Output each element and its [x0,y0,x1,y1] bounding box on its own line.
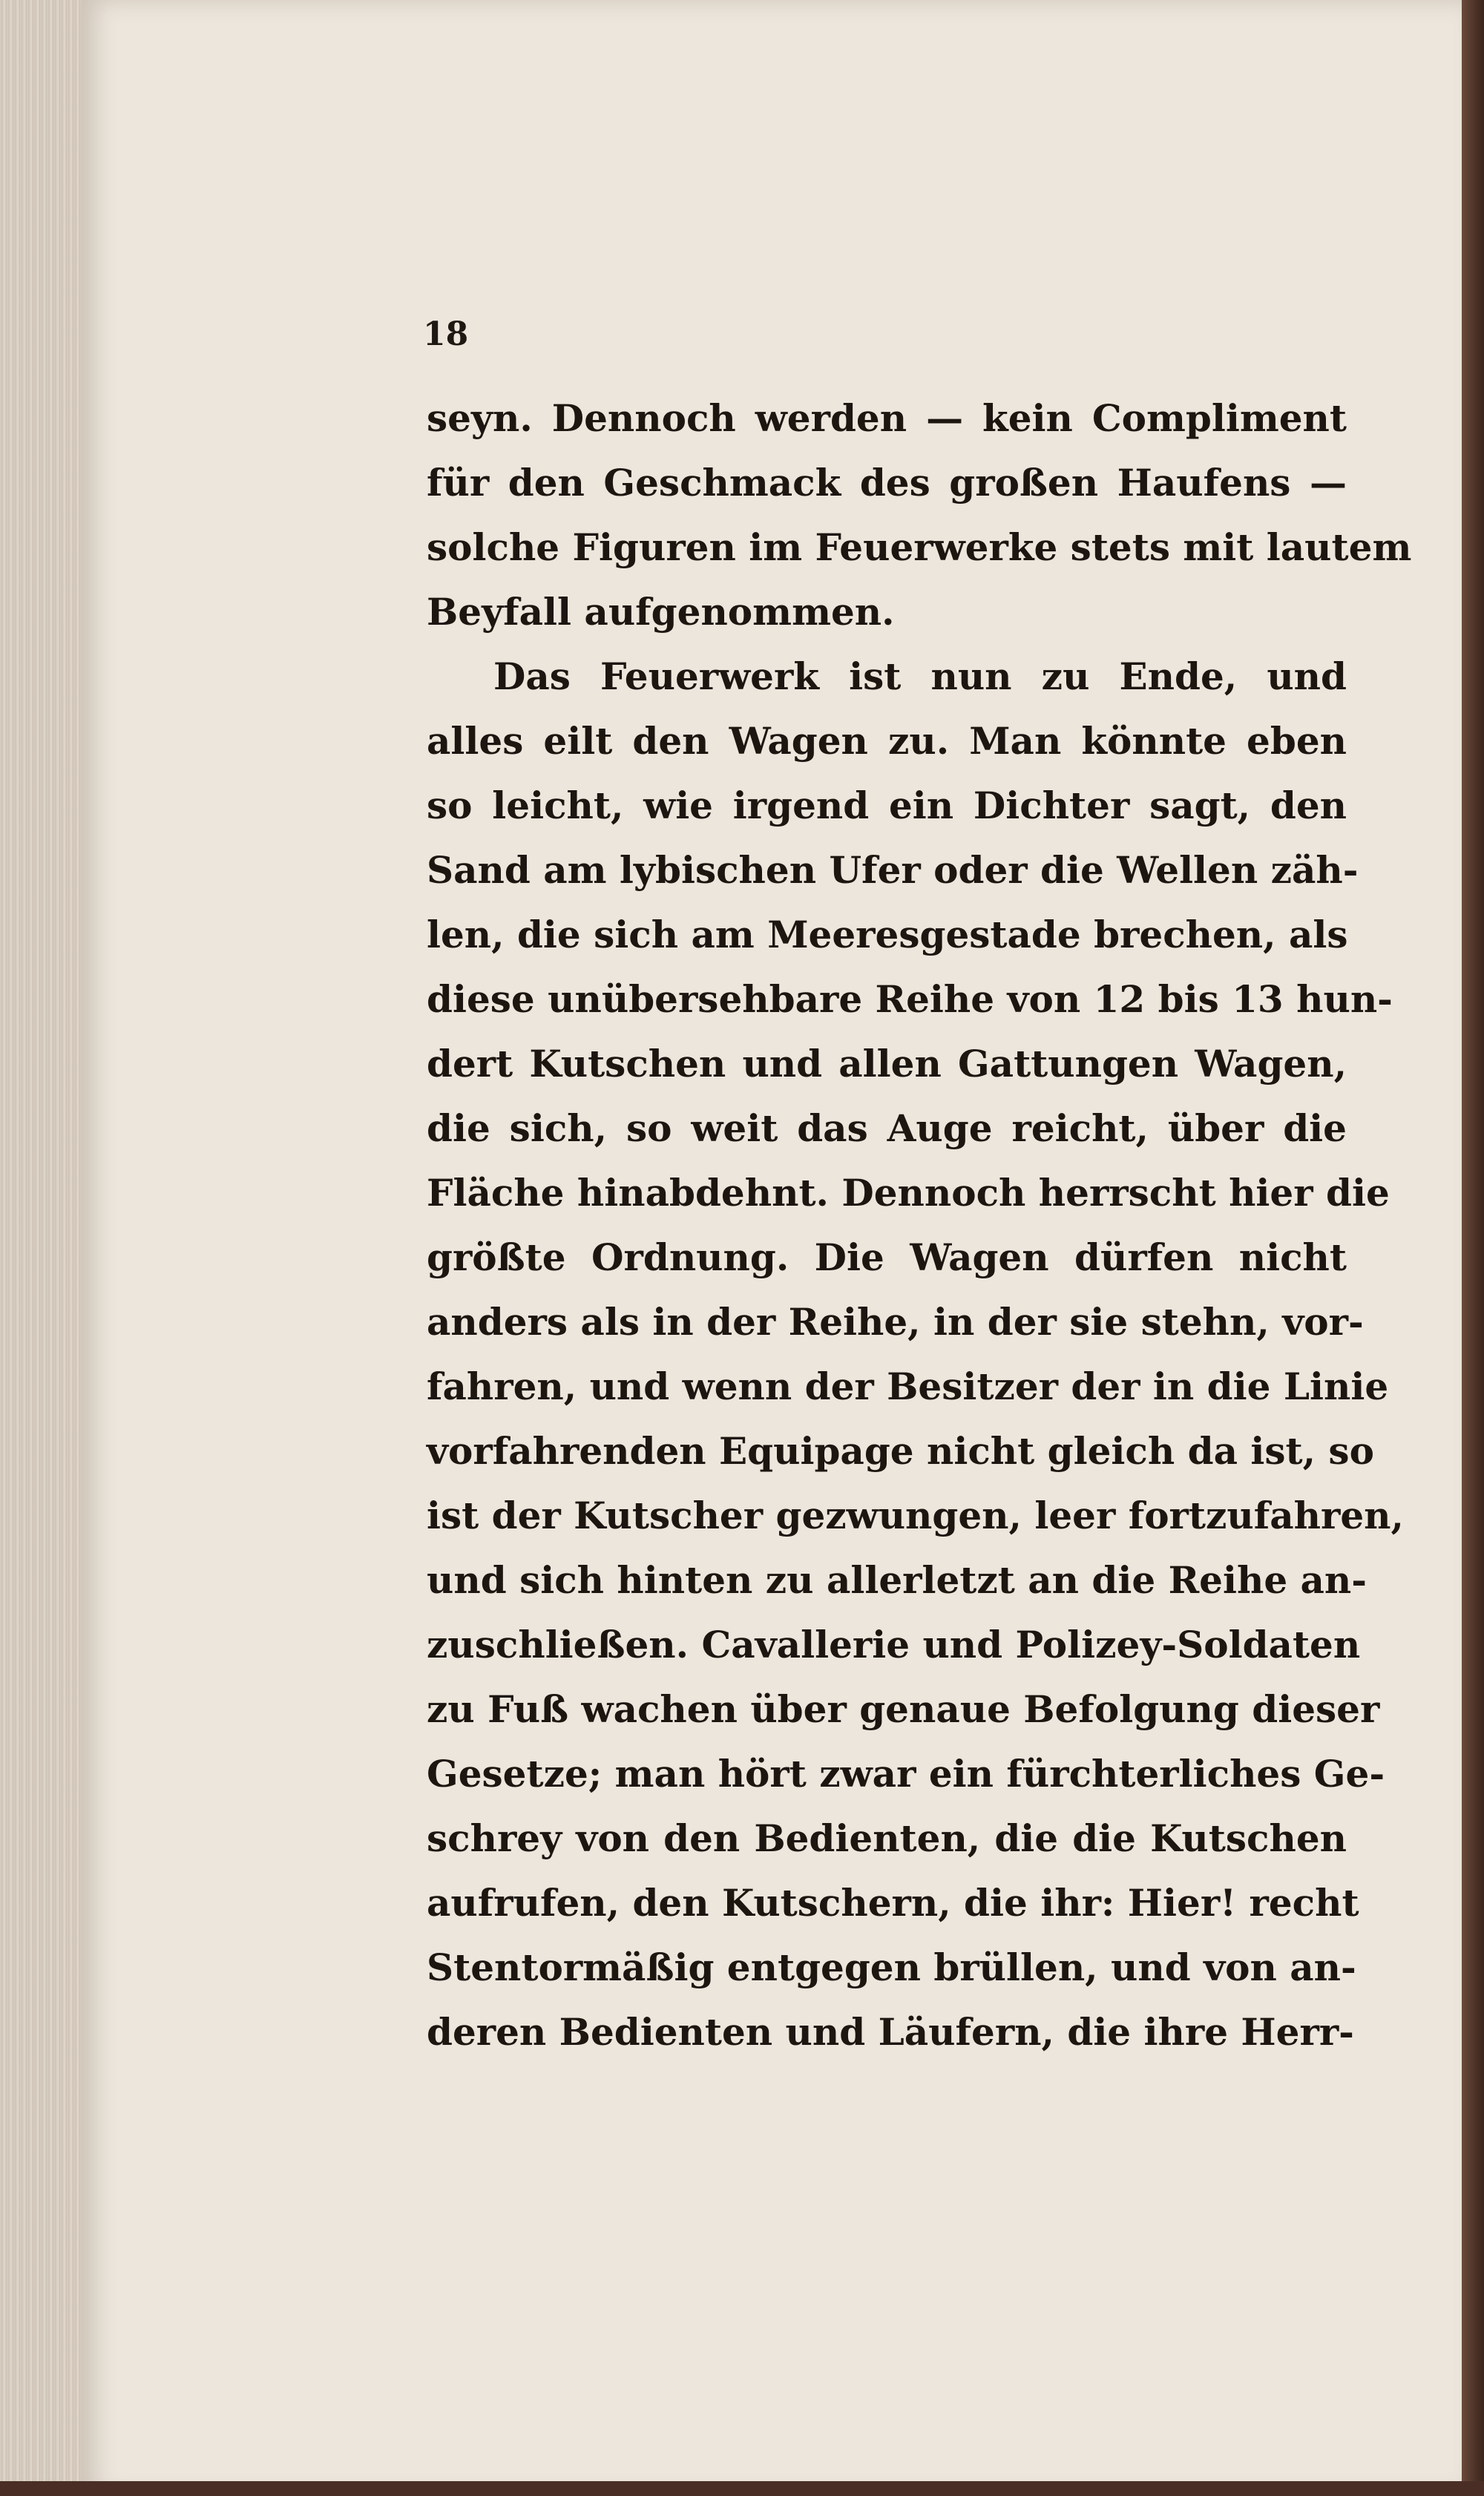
text-line: die sich, so weit das Auge reicht, über die [427,1106,1347,1150]
text-line: len, die sich am Meeresgestade brechen, als [427,913,1348,956]
text-line: deren Bedienten und Läufern, die ihre Herr- [427,2010,1354,2054]
text-line: seyn. Dennoch werden — kein Compliment [427,396,1347,440]
text-line: anders als in der Reihe, in der sie stehn, vor- [427,1300,1364,1344]
text-line: so leicht, wie irgend ein Dichter sagt, den [427,784,1347,827]
text-line: solche Figuren im Feuerwerke stets mit lautem [427,525,1412,569]
text-line: zu Fuß wachen über genaue Befolgung dieser [427,1687,1380,1731]
text-line: alles eilt den Wagen zu. Man könnte eben [427,719,1347,763]
text-line: vorfahrenden Equipage nicht gleich da ist, so [427,1429,1374,1473]
text-line: ist der Kutscher gezwungen, leer fortzufahren, [427,1494,1404,1537]
page-edge-left [0,0,89,2496]
text-line: zuschließen. Cavallerie und Polizey-Soldaten [427,1623,1361,1666]
text-line: Sand am lybischen Ufer oder die Wellen zäh- [427,848,1359,892]
book-cover-edge [1462,0,1484,2496]
text-line: Gesetze; man hört zwar ein fürchterliches Ge- [427,1752,1385,1796]
page-number: 18 [423,315,469,353]
text-line: diese unübersehbare Reihe von 12 bis 13 hun- [427,977,1393,1021]
body-text [427,386,1412,2064]
text-line: Beyfall aufgenommen. [427,590,895,634]
text-line: schrey von den Bedienten, die die Kutschen [427,1816,1347,1860]
text-line: größte Ordnung. Die Wagen dürfen nicht [427,1235,1347,1279]
book-bottom-edge [0,2481,1484,2496]
text-line: und sich hinten zu allerletzt an die Reihe an- [427,1558,1368,1602]
text-line: Fläche hinabdehnt. Dennoch herrscht hier die [427,1171,1390,1215]
text-line: dert Kutschen und allen Gattungen Wagen, [427,1042,1347,1086]
text-line: Stentormäßig entgegen brüllen, und von an- [427,1945,1356,1989]
text-line: für den Geschmack des großen Haufens — [427,461,1347,505]
text-line: Das Feuerwerk ist nun zu Ende, und [493,654,1347,698]
text-line: fahren, und wenn der Besitzer der in die Linie [427,1364,1389,1408]
text-line: aufrufen, den Kutschern, die ihr: Hier! recht [427,1881,1359,1925]
